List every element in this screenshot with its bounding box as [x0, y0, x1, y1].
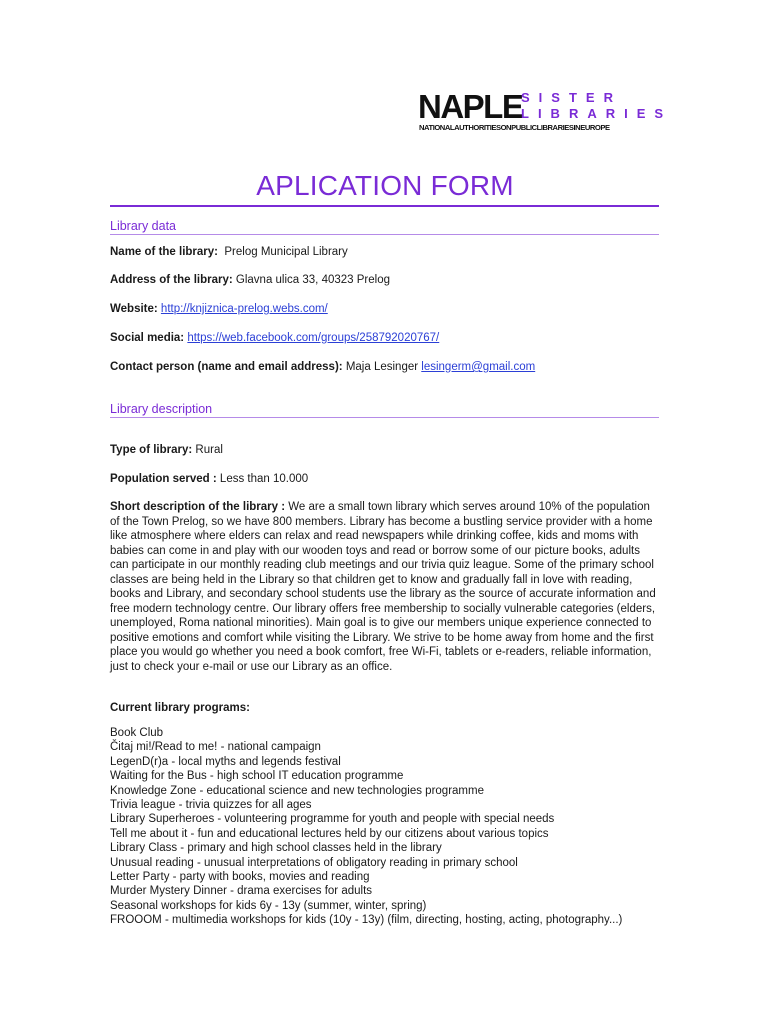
website-link[interactable]: http://knjiznica-prelog.webs.com/: [160, 303, 328, 315]
short-description-text: We are a small town library which serves around 10% of the population of the Town Prelog, so we have 800 members. Library has become a bustling service provider with a home like atmosphere where elders can relax and read newspapers while drinking coffee, kids and moms with babies can come in and play with our wooden toys and read or borrow some of our picture books, adults can participate in our monthly reading club meetings and our trivia quiz league. Some of the primary school classes are being held in the Library so that children get to know and gradually fall in love with reading, books and Library, and secondary school students use the library as the source of accurate information and free modern technology centre. Our library offers free membership to socially vulnerable categories (elders, unemployed, Roma national minorities). Main goal is to give our members unique experience connected to positive emotions and comfort while visiting the Library. We strive to be home away from home and the first place you would go whether you need a book comfort, free Wi-Fi, tablets or e-readers, reliable information, just to check your e-mail or use our Library as an office.: [110, 501, 656, 673]
programs-label: Current library programs:: [110, 702, 250, 714]
program-item: Tell me about it - fun and educational lectures held by our citizens about various topics: [110, 827, 549, 840]
program-item: Čitaj mi!/Read to me! - national campaign: [110, 741, 321, 754]
social-media-link[interactable]: https://web.facebook.com/groups/258792020767/: [187, 332, 440, 344]
library-name-value: Prelog Municipal Library: [224, 246, 348, 258]
programs-list: [110, 726, 622, 927]
short-description: [110, 500, 660, 674]
library-type-label: Type of library:: [110, 444, 193, 456]
program-item: Unusual reading - unusual interpretations of obligatory reading in primary school: [110, 856, 518, 869]
page-title: APLICATION FORM: [256, 170, 514, 201]
website-field: [110, 303, 328, 315]
contact-person-field: [110, 361, 535, 373]
contact-person-label: Contact person (name and email address):: [110, 361, 343, 373]
library-address-label: Address of the library:: [110, 274, 233, 286]
social-media-label: Social media:: [110, 332, 185, 344]
section-heading-library-description: Library description: [110, 402, 659, 418]
program-item: Library Class - primary and high school classes held in the library: [110, 842, 442, 855]
population-label: Population served :: [110, 473, 217, 485]
program-item: Trivia league - trivia quizzes for all ages: [110, 798, 312, 811]
short-description-label: Short description of the library :: [110, 501, 286, 513]
library-type-value: Rural: [195, 444, 223, 456]
program-item: Waiting for the Bus - high school IT education programme: [110, 770, 404, 783]
social-media-field: [110, 332, 439, 344]
population-field: [110, 473, 308, 485]
title-divider: [110, 205, 659, 207]
library-name-label: Name of the library:: [110, 246, 218, 258]
section-heading-library-data: Library data: [110, 219, 659, 235]
website-label: Website:: [110, 303, 158, 315]
contact-person-name: Maja Lesinger: [345, 361, 419, 373]
naple-logo: [418, 88, 673, 134]
program-item: Murder Mystery Dinner - drama exercises for adults: [110, 885, 373, 898]
population-value: Less than 10.000: [219, 473, 309, 485]
logo-libraries-text: LIBRARIES: [521, 106, 673, 121]
library-type-field: [110, 444, 223, 456]
logo-naple-text: NAPLE: [418, 88, 523, 125]
program-item: Library Superheroes - volunteering programme for youth and people with special needs: [110, 813, 555, 826]
program-item: Knowledge Zone - educational science and new technologies programme: [110, 784, 484, 797]
library-name-field: [110, 246, 348, 258]
programs-heading: [110, 702, 250, 714]
library-address-value: Glavna ulica 33, 40323 Prelog: [235, 274, 390, 286]
program-item: Letter Party - party with books, movies and reading: [110, 870, 370, 883]
contact-email-link[interactable]: lesingerm@gmail.com: [421, 361, 536, 373]
program-item: FROOOM - multimedia workshops for kids (10y - 13y) (film, directing, hosting, acting, photography...): [110, 914, 623, 927]
program-item: LegenD(r)a - local myths and legends festival: [110, 755, 341, 768]
logo-sister-text: SISTER: [521, 90, 622, 105]
program-item: Book Club: [110, 727, 164, 739]
logo-subtitle: NATIONALAUTHORITIESONPUBLICLIBRARIESINEUROPE: [419, 123, 610, 132]
library-address-field: [110, 274, 390, 286]
program-item: Seasonal workshops for kids 6y - 13y (summer, winter, spring): [110, 899, 427, 912]
